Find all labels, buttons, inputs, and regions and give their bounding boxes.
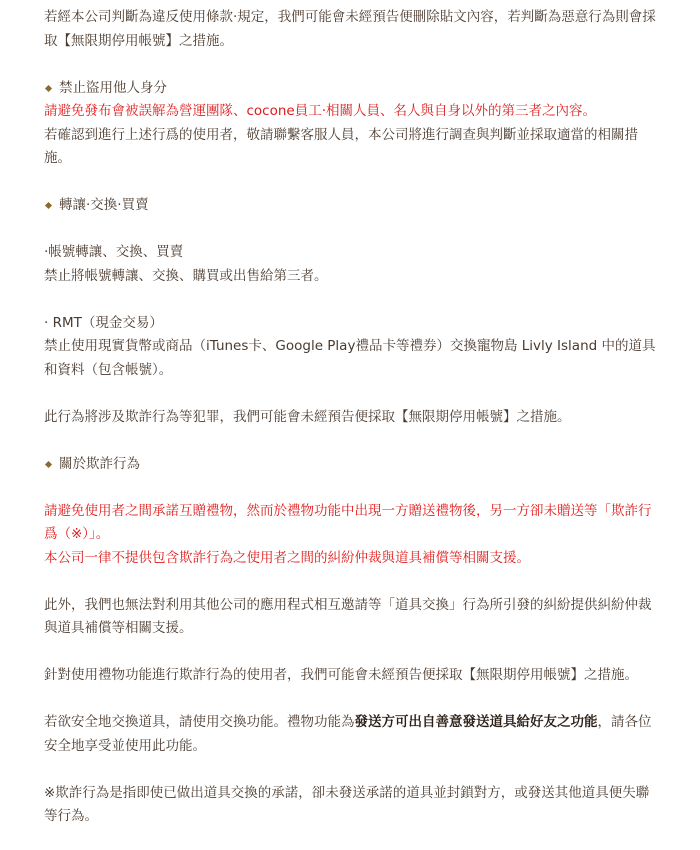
fraud-definition-note: ※欺詐行為是指即使已做出道具交換的承諾，卻未發送承諾的道具並封鎖對方，或發送其他道具便失聯等行為。 xyxy=(44,784,650,824)
safe-exchange-text-a: 若欲安全地交換道具，請使用交換功能。禮物功能為 xyxy=(44,714,355,730)
diamond-bullet-icon xyxy=(45,202,52,209)
impersonation-paragraph: 若確認到進行上述行爲的使用者，敬請聯繫客服人員，本公司將進行調查與判斷並採取適當的相關措施。 xyxy=(44,126,638,166)
section-heading-label: 轉讓‧交換‧買賣 xyxy=(59,197,149,213)
safe-exchange-text-c: ，請各位安全地享受並使用此功能。 xyxy=(44,714,652,754)
other-apps-paragraph: 此外，我們也無法對利用其他公司的應用程式相互邀請等「道具交換」行為所引發的糾紛提供糾紛仲裁與道具補償等相關支援。 xyxy=(44,596,652,636)
section-heading-label: 禁止盜用他人身分 xyxy=(59,79,167,96)
section-heading-fraud xyxy=(44,453,658,477)
account-transfer-text: 禁止將帳號轉讓、交換、購買或出售給第三者。 xyxy=(44,267,328,284)
gift-fraud-paragraph: 針對使用禮物功能進行欺詐行為的使用者，我們可能會未經預告便採取【無限期停用帳號】之措施。 xyxy=(44,667,638,683)
section-heading-label: 關於欺詐行為 xyxy=(59,455,140,472)
subsection-title-rmt: ‧ RMT（現金交易） xyxy=(44,314,163,331)
section-heading-impersonation xyxy=(44,77,658,101)
safe-exchange-emphasis: 發送方可出自善意發送道具給好友之功能 xyxy=(354,714,598,730)
fraud-warning-2: 本公司一律不提供包含欺詐行為之使用者之間的糾紛仲裁與道具補償等相關支援。 xyxy=(44,549,530,566)
subsection-title-account-transfer: ‧帳號轉讓、交換、買賣 xyxy=(44,244,184,260)
impersonation-warning: 請避免發布會被誤解為營運團隊、cocone員工‧相關人員、名人與自身以外的第三者之內容。 xyxy=(44,103,597,119)
fraud-warning-1: 請避免使用者之間承諾互贈禮物，然而於禮物功能中出現一方贈送禮物後，另一方卻未贈送等「欺詐行爲（※）」。 xyxy=(44,502,652,542)
safe-exchange-paragraph xyxy=(44,711,658,758)
rmt-text: 禁止使用現實貨幣或商品（iTunes卡、Google Play禮品卡等禮券）交換寵物島 Livly Island 中的道具和資料（包含帳號）。 xyxy=(44,338,656,378)
violation-paragraph: 若經本公司判斷為違反使用條款‧規定，我們可能會未經預告便刪除貼文內容，若判斷為惡意行為則會採取【無限期停用帳號】之措施。 xyxy=(44,9,656,49)
terms-content xyxy=(44,6,658,829)
diamond-bullet-icon xyxy=(45,461,52,468)
section-heading-trade xyxy=(44,194,658,218)
diamond-bullet-icon xyxy=(45,85,52,92)
fraud-crime-paragraph: 此行為將涉及欺詐行為等犯罪，我們可能會未經預告便採取【無限期停用帳號】之措施。 xyxy=(44,408,571,425)
